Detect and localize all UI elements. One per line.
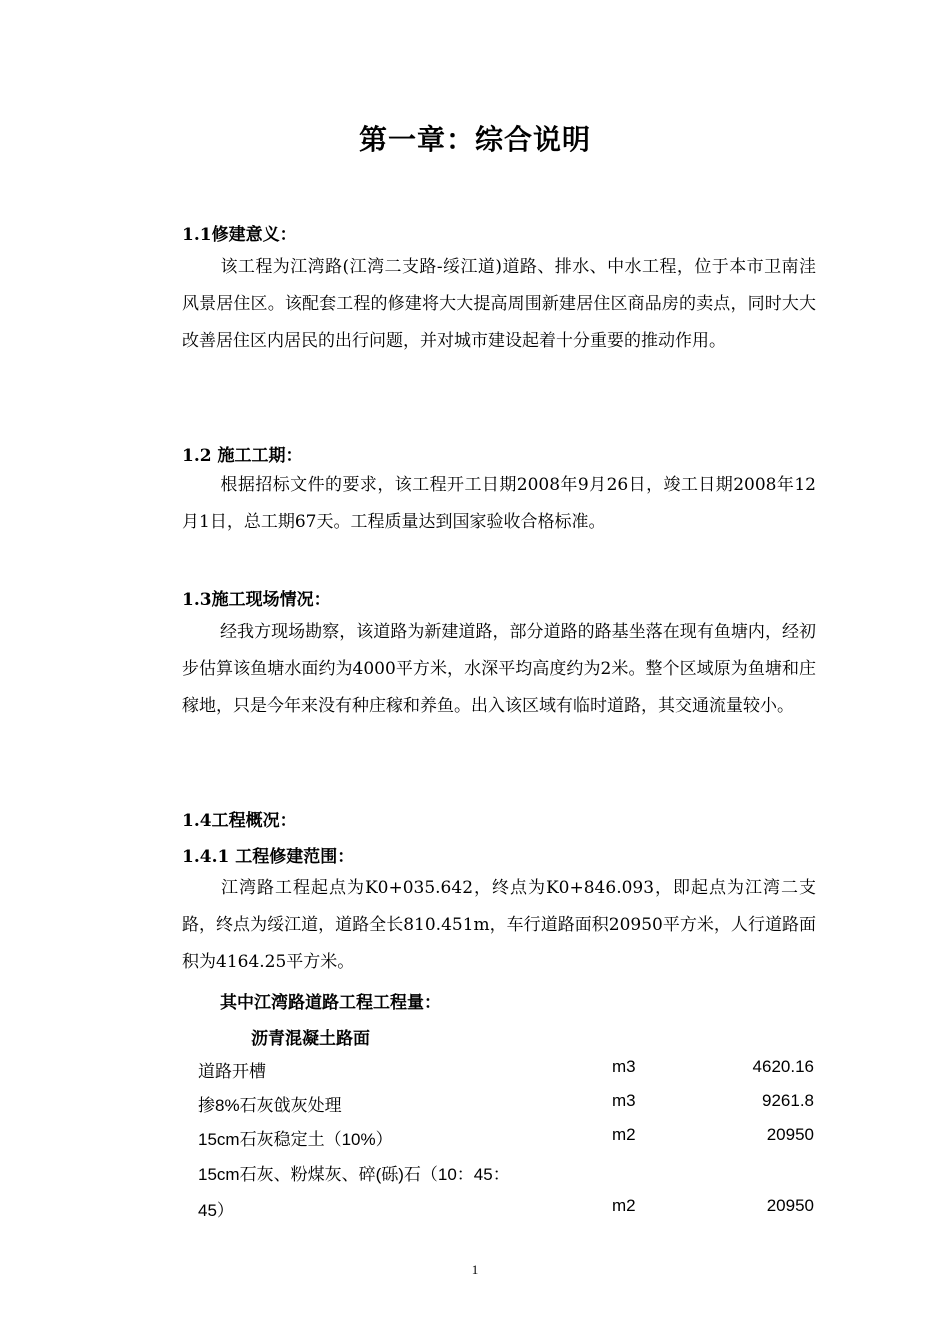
row-unit: m2 [612,1196,636,1215]
table-row [198,1125,814,1155]
chapter-title: 第一章：综合说明 [358,123,591,156]
section-1-4-1-body [182,870,816,981]
row-item: 道路开槽 [198,1062,266,1081]
section-1-4-1-text: 江湾路工程起点为K0+035.642，终点为K0+846.093，即起点为江湾二支路，终点为绥江道，道路全长810.451m，车行道路面积20950平方米，人行道路面积为4164.25平方米。 [182,878,816,972]
row-item: 15cm石灰、粉煤灰、碎(砾)石（10：45： [198,1165,510,1184]
section-1-2-text: 根据招标文件的要求，该工程开工日期2008年9月26日，竣工日期2008年12月1日，总工期67天。工程质量达到国家验收合格标准。 [182,475,816,532]
row-item: 45） [198,1201,234,1220]
section-1-1-body [182,249,816,360]
pavement-category: 沥青混凝土路面 [251,1029,370,1049]
section-1-1-text: 该工程为江湾路(江湾二支路-绥江道)道路、排水、中水工程，位于本市卫南洼风景居住区。该配套工程的修建将大大提高周围新建居住区商品房的卖点，同时大大改善居住区内居民的出行问题，并对城市建设起着十分重要的推动作用。 [182,257,816,351]
table-row [198,1160,814,1190]
section-1-3-heading: 1.3施工现场情况： [182,590,331,610]
row-item: 掺8%石灰戗灰处理 [198,1096,342,1115]
section-1-3-body [182,614,816,725]
row-quantity: 20950 [766,1196,814,1215]
row-quantity: 20950 [766,1125,814,1144]
section-1-3-text: 经我方现场勘察，该道路为新建道路，部分道路的路基坐落在现有鱼塘内，经初步估算该鱼塘水面约为4000平方米，水深平均高度约为2米。整个区域原为鱼塘和庄稼地，只是今年来没有种庄稼和养鱼。出入该区域有临时道路，其交通流量较小。 [182,622,816,716]
section-1-2-heading: 1.2 施工工期： [182,446,303,466]
section-1-2-body [182,467,816,541]
row-quantity: 4620.16 [752,1057,814,1076]
row-quantity: 9261.8 [762,1091,814,1110]
table-row [198,1196,814,1226]
table-row [198,1091,814,1121]
page-number: 1 [471,1262,479,1277]
section-1-4-1-heading: 1.4.1 工程修建范围： [182,847,355,867]
row-item: 15cm石灰稳定土（10%） [198,1130,393,1149]
row-unit: m3 [612,1091,636,1110]
table-row [198,1057,814,1087]
section-1-4-heading: 1.4工程概况： [182,811,297,831]
row-unit: m3 [612,1057,636,1076]
row-unit: m2 [612,1125,636,1144]
section-1-1-heading: 1.1修建意义： [182,225,297,245]
quantities-title: 其中江湾路道路工程工程量： [220,993,441,1013]
